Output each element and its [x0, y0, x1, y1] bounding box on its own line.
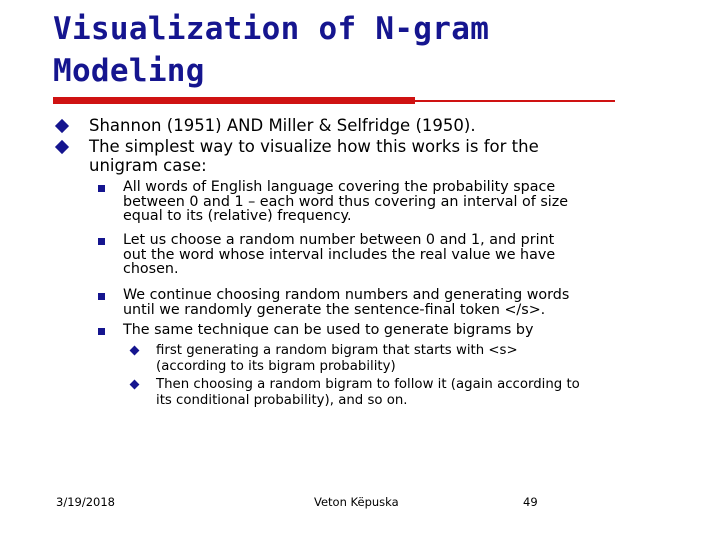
subbullet-1: [123, 180, 568, 224]
subbullet-2-line-1: Let us choose a random number between 0 and 1, and print: [123, 232, 555, 248]
title-line-2: Modeling: [53, 53, 205, 89]
subbullet-3-line-2: until we randomly generate the sentence-final token </s>.: [123, 301, 546, 318]
bullet-2-line-1: The simplest way to visualize how this works is for the: [89, 137, 539, 156]
footer-author: Veton Këpuska: [314, 495, 399, 509]
bullet-2: [89, 137, 539, 175]
subsubbullet-1-line-1: first generating a random bigram that starts with <s>: [156, 343, 518, 358]
square-icon: [98, 185, 105, 192]
square-icon: [98, 238, 105, 245]
title-rule-thick: [53, 97, 415, 104]
square-icon: [98, 328, 105, 335]
subbullet-1-line-1: All words of English language covering the probability space: [123, 179, 556, 195]
subbullet-4-line-1: The same technique can be used to generate bigrams by: [123, 322, 534, 338]
slide-title: [53, 8, 653, 92]
subbullet-2-line-3: chosen.: [123, 261, 179, 278]
subbullet-2: [123, 233, 555, 277]
title-line-1: Visualization of N-gram: [53, 11, 490, 47]
subbullet-3: [123, 288, 569, 317]
subsubbullet-2: [156, 377, 580, 409]
subsubbullet-2-line-2: its conditional probability), and so on.: [156, 393, 408, 408]
diamond-icon: [55, 140, 69, 154]
subbullet-4: [123, 323, 533, 338]
subsubbullet-2-line-1: Then choosing a random bigram to follow it (again according to: [156, 377, 580, 392]
subbullet-1-line-3: equal to its (relative) frequency.: [123, 208, 352, 225]
square-icon: [98, 293, 105, 300]
footer-date: 3/19/2018: [56, 495, 115, 509]
subbullet-3-line-1: We continue choosing random numbers and generating words: [123, 287, 570, 303]
subbullet-1-line-2: between 0 and 1 – each word thus covering an interval of size: [123, 193, 569, 210]
title-rule-thin: [415, 100, 615, 102]
diamond-icon: [130, 346, 140, 356]
footer-page-number: 49: [523, 495, 538, 509]
subsubbullet-1-line-2: (according to its bigram probability): [156, 359, 396, 374]
subbullet-2-line-2: out the word whose interval includes the real value we have: [123, 246, 556, 263]
subsubbullet-1: [156, 343, 518, 375]
diamond-icon: [55, 119, 69, 133]
diamond-icon: [130, 380, 140, 390]
bullet-1: [89, 116, 476, 135]
bullet-1-line-1: Shannon (1951) AND Miller & Selfridge (1950).: [89, 116, 476, 135]
bullet-2-line-2: unigram case:: [89, 156, 207, 175]
